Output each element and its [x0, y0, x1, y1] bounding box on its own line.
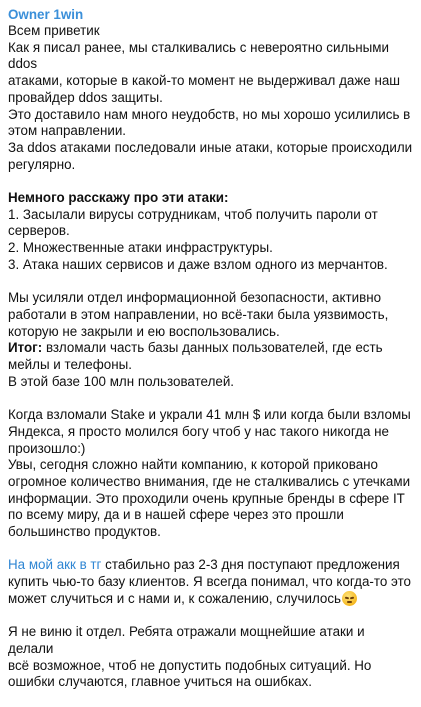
paragraph-gap: [8, 541, 413, 558]
list-item: 3. Атака наших сервисов и даже взлом одного из мерчантов.: [8, 256, 388, 272]
paragraph-gap: [8, 390, 413, 407]
paragraph-offers: [8, 557, 413, 607]
text-line: Как я писал ранее, мы сталкивались с невероятно сильными ddos: [8, 39, 389, 72]
text-line: В этой базе 100 млн пользователей.: [8, 373, 235, 389]
text-line: регулярно.: [8, 156, 76, 172]
text-line: этом направлении.: [8, 123, 127, 139]
list-item: 2. Множественные атаки инфраструктуры.: [8, 240, 273, 256]
text-line: мейлы и телефоны.: [8, 357, 132, 373]
result-text: взломали часть базы данных пользователей, где есть: [42, 340, 383, 356]
text-line: Мы усиляли отдел информационной безопасности, активно: [8, 290, 382, 306]
text-line: Увы, сегодня сложно найти компанию, к которой приковано: [8, 457, 379, 473]
paragraph-stake: [8, 407, 413, 541]
text-line: Яндекса, я просто молился богу чтоб у нас такого никогда не: [8, 423, 389, 439]
result-label: Итог:: [8, 340, 43, 356]
text-segment: стабильно раз 2-3 дня поступают предложения: [101, 557, 400, 573]
text-line: большинство продуктов.: [8, 524, 161, 540]
text-line: огромное количество внимания, где не сталкивались с утечками: [8, 473, 411, 489]
text-line: атаками, которые в какой-то момент не выдерживал даже наш: [8, 73, 401, 89]
list-item: серверов.: [8, 223, 70, 239]
text-segment: может случиться и с нами и, к сожалению, случилось: [8, 590, 342, 606]
text-line: ошибки случаются, главное учиться на ошибках.: [8, 674, 312, 690]
text-line: [8, 557, 413, 574]
telegram-account-link[interactable]: На мой акк в тг: [8, 557, 102, 573]
text-line: всё возможное, чтоб не допустить подобных ситуаций. Но: [8, 657, 372, 673]
list-item: 1. Засылали вирусы сотрудникам, чтоб получить пароли от: [8, 206, 378, 222]
message-author[interactable]: Owner 1win: [8, 7, 84, 22]
attacks-heading: Немного расскажу про эти атаки:: [8, 190, 229, 206]
text-line: по всему миру, да и в нашей сфере через это прошли: [8, 507, 344, 523]
text-line: За ddos атаками последовали иные атаки, которые происходили: [8, 139, 413, 155]
paragraph-gap: [8, 608, 413, 625]
paragraph-it: [8, 624, 413, 691]
text-line: которую не закрыли и ею воспользовались.: [8, 323, 280, 339]
pensive-face-icon: [342, 591, 357, 606]
text-line: работали в этом направлении, но всё-таки была уязвимость,: [8, 306, 389, 322]
attacks-list: [8, 207, 413, 274]
text-line: [8, 591, 413, 608]
greeting-text: Всем приветик: [8, 23, 100, 38]
text-line: купить чью-то базу клиентов. Я всегда понимал, что когда-то это: [8, 574, 412, 590]
text-line: провайдер ddos защиты.: [8, 89, 163, 105]
text-line: Я не виню it отдел. Ребята отражали мощнейшие атаки и делали: [8, 624, 365, 656]
paragraph-gap: [8, 173, 413, 190]
paragraph-ddos: [8, 40, 413, 174]
result-line: [8, 340, 413, 357]
paragraph-security: [8, 290, 413, 390]
text-line: Это доставило нам много неудобств, но мы хорошо усилились в: [8, 106, 411, 122]
text-line: Когда взломали Stake и украли 41 млн $ или когда были взломы: [8, 407, 411, 423]
paragraph-gap: [8, 274, 413, 291]
text-line: информации. Это проходили очень крупные бренды в сфере IT: [8, 490, 405, 506]
text-line: произошло:): [8, 440, 86, 456]
